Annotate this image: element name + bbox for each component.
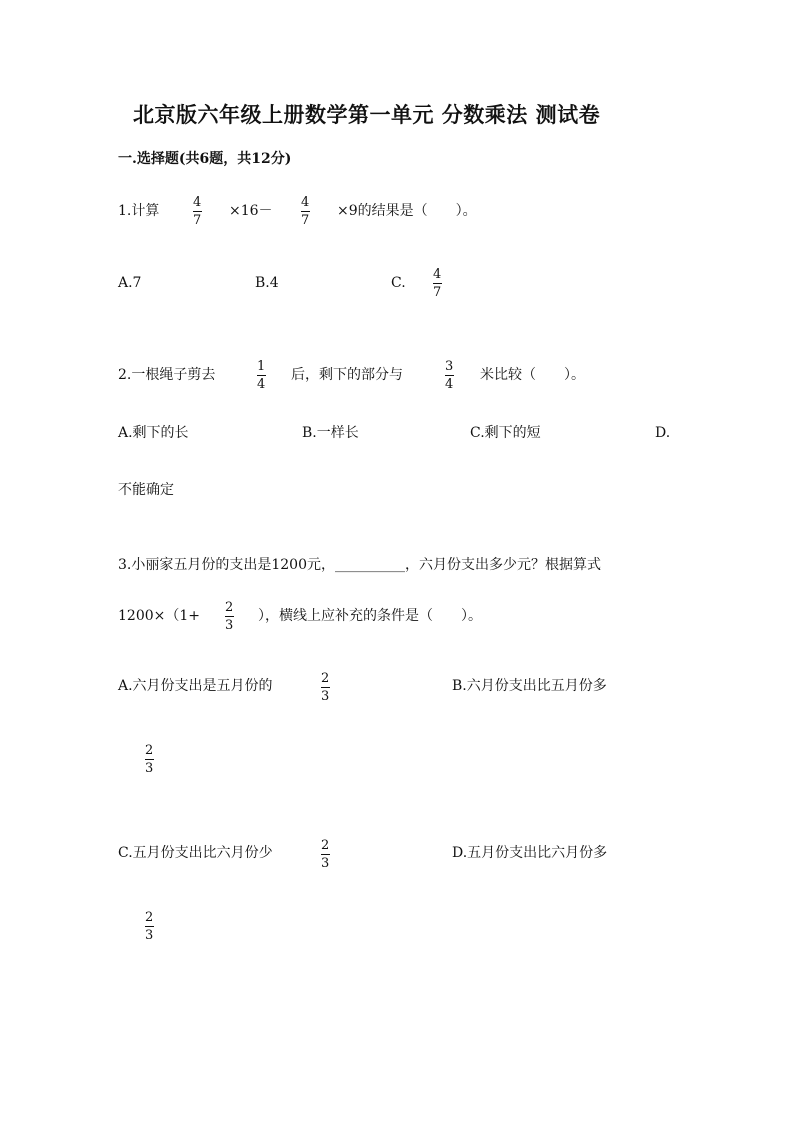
q1-fraction-1 xyxy=(192,196,202,227)
q1-option-c-label: C. xyxy=(391,275,406,291)
q3-line-1: 3.小丽家五月份的支出是1200元，__________，六月份支出多少元？根据算式 xyxy=(118,557,601,573)
q1-frac1-numerator: 4 xyxy=(193,195,202,210)
q3-frac-denominator: 3 xyxy=(225,618,234,633)
q3-line-2-suffix: ），横线上应补充的条件是（ ）。 xyxy=(258,608,482,624)
q3-option-d-text: D.五月份支出比六月份多 xyxy=(452,845,608,861)
q2-option-b: B.一样长 xyxy=(302,425,359,441)
q3-option-b-fraction xyxy=(144,744,154,775)
q3-b-numerator: 2 xyxy=(145,743,154,758)
q1-frac2-numerator: 4 xyxy=(301,195,310,210)
q1-option-b: B.4 xyxy=(255,275,279,291)
q3-d-denominator: 3 xyxy=(145,928,154,943)
q3-frac-numerator: 2 xyxy=(225,600,234,615)
q1-option-a: A.7 xyxy=(118,275,142,291)
q2-frac2-numerator: 3 xyxy=(445,359,454,374)
q1-fraction-2 xyxy=(300,196,310,227)
q3-option-a-text: A.六月份支出是五月份的 xyxy=(118,678,273,694)
section-heading: 一.选择题(共6题，共12分) xyxy=(118,151,292,167)
q1-frac2-denominator: 7 xyxy=(301,213,310,228)
q1-c-denominator: 7 xyxy=(433,285,442,300)
q1-suffix: ×9的结果是（ ）。 xyxy=(337,203,477,219)
q2-option-d-text: 不能确定 xyxy=(118,482,174,498)
q1-c-numerator: 4 xyxy=(433,267,442,282)
q3-option-c-fraction xyxy=(320,839,330,870)
q3-line-2-prefix: 1200×（1+ xyxy=(118,608,200,624)
q2-frac1-numerator: 1 xyxy=(257,359,266,374)
q1-option-c-fraction xyxy=(432,268,442,299)
q2-frac1-denominator: 4 xyxy=(257,377,266,392)
q3-option-a-fraction xyxy=(320,672,330,703)
q3-line-2-fraction xyxy=(224,601,234,632)
q2-prefix: 2.一根绳子剪去 xyxy=(118,367,216,383)
q3-option-d-fraction xyxy=(144,911,154,942)
q3-b-denominator: 3 xyxy=(145,761,154,776)
q3-option-b-text: B.六月份支出比五月份多 xyxy=(452,678,607,694)
q2-option-a: A.剩下的长 xyxy=(118,425,189,441)
q2-fraction-2 xyxy=(444,360,454,391)
q2-suffix: 米比较（ ）。 xyxy=(480,367,585,383)
q3-a-numerator: 2 xyxy=(321,671,330,686)
q3-option-c-text: C.五月份支出比六月份少 xyxy=(118,845,273,861)
q2-option-c: C.剩下的短 xyxy=(470,425,541,441)
q3-c-numerator: 2 xyxy=(321,838,330,853)
q2-frac2-denominator: 4 xyxy=(445,377,454,392)
q3-c-denominator: 3 xyxy=(321,856,330,871)
page-title: 北京版六年级上册数学第一单元 分数乘法 测试卷 xyxy=(133,102,601,127)
q1-prefix: 1.计算 xyxy=(118,203,160,219)
q3-d-numerator: 2 xyxy=(145,910,154,925)
q3-a-denominator: 3 xyxy=(321,689,330,704)
q2-fraction-1 xyxy=(256,360,266,391)
q1-middle-text: ×16－ xyxy=(229,203,273,219)
q1-frac1-denominator: 7 xyxy=(193,213,202,228)
q2-middle-text: 后，剩下的部分与 xyxy=(291,367,403,383)
q2-option-d-label: D. xyxy=(655,425,671,441)
